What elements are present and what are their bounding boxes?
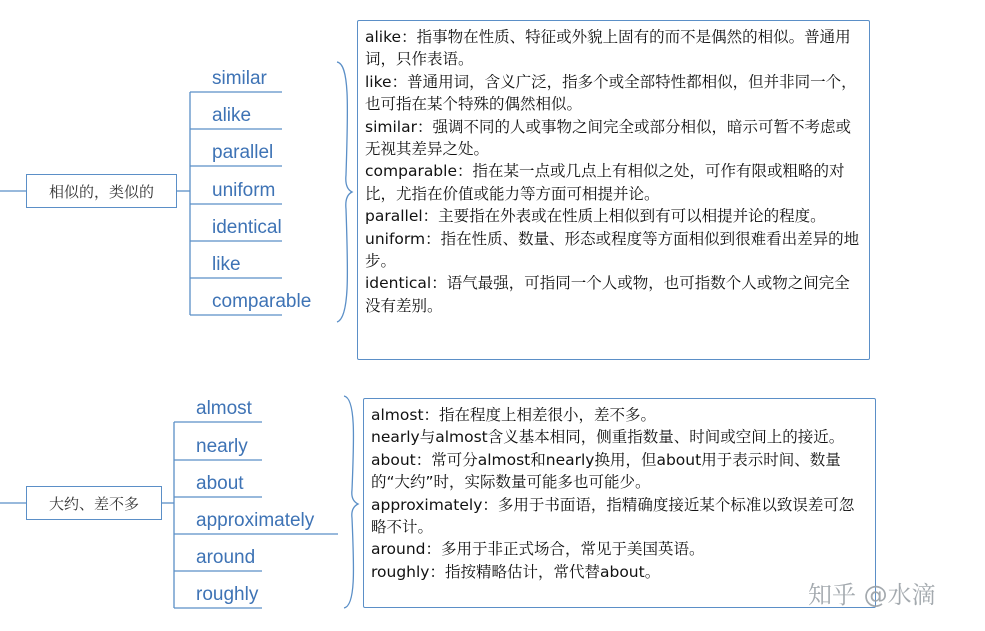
desc-roughly: roughly：指按精略估计，常代替about。: [371, 562, 661, 581]
topic-label: 大约、差不多: [48, 494, 139, 513]
watermark: 知乎 @水滴: [808, 581, 936, 609]
topic-similar[interactable]: [26, 174, 177, 208]
word-nearly[interactable]: nearly: [196, 436, 248, 457]
desc-identical: identical：语气最强，可指同一个人或物，也可指数个人或物之间完全没有差别。: [365, 274, 850, 315]
desc-approximately: approximately：多用于书面语，指精确度接近某个标准以致误差可忽略不计。: [371, 495, 855, 537]
word-alike[interactable]: alike: [212, 105, 252, 126]
desc-like: like：普通用词，含义广泛，指多个或全部特性都相似，但并非同一个，也可指在某个特殊的偶然相似。: [365, 72, 857, 114]
desc-alike: alike：指事物在性质、特征或外貌上固有的而不是偶然的相似。普通用词，只作表语。: [365, 28, 851, 69]
desc-uniform: uniform：指在性质、数量、形态或程度等方面相似到很难看出差异的地步。: [365, 229, 860, 271]
word-around[interactable]: around: [196, 547, 256, 568]
topic-label: 相似的，类似的: [48, 182, 154, 201]
topic-approximately[interactable]: [26, 486, 162, 520]
word-parallel[interactable]: parallel: [212, 142, 274, 163]
desc-almost: almost：指在程度上相差很小，差不多。: [371, 406, 657, 424]
word-comparable[interactable]: comparable: [212, 291, 312, 312]
approximately-description-box: [363, 398, 876, 608]
desc-about: about：常可分almost和nearly换用，但about用于表示时间、数量的“大约”时，实际数量可能多也可能少。: [371, 450, 841, 492]
desc-parallel: parallel：主要指在外表或在性质上相似到有可以相提并论的程度。: [365, 207, 826, 226]
desc-comparable: comparable：指在某一点或几点上有相似之处，可作有限或粗略的对比，尤指在价值或能力等方面可相提并论。: [365, 162, 845, 203]
word-uniform[interactable]: uniform: [212, 180, 276, 201]
desc-nearly: nearly与almost含义基本相同，侧重指数量、时间或空间上的接近。: [371, 428, 845, 447]
word-identical[interactable]: identical: [212, 217, 282, 238]
word-approximately[interactable]: approximately: [196, 510, 315, 531]
word-roughly[interactable]: roughly: [196, 584, 259, 605]
similar-description-box: [357, 20, 870, 360]
desc-similar: similar：强调不同的人或事物之间完全或部分相似，暗示可暂不考虑或无视其差异之处。: [365, 117, 851, 159]
brace-approximately: [344, 396, 358, 608]
word-like[interactable]: like: [212, 254, 241, 275]
word-similar[interactable]: similar: [212, 68, 267, 89]
word-almost[interactable]: almost: [196, 398, 252, 419]
brace-similar: [337, 62, 352, 322]
word-about[interactable]: about: [196, 473, 244, 494]
desc-around: around：多用于非正式场合，常见于美国英语。: [371, 540, 705, 559]
